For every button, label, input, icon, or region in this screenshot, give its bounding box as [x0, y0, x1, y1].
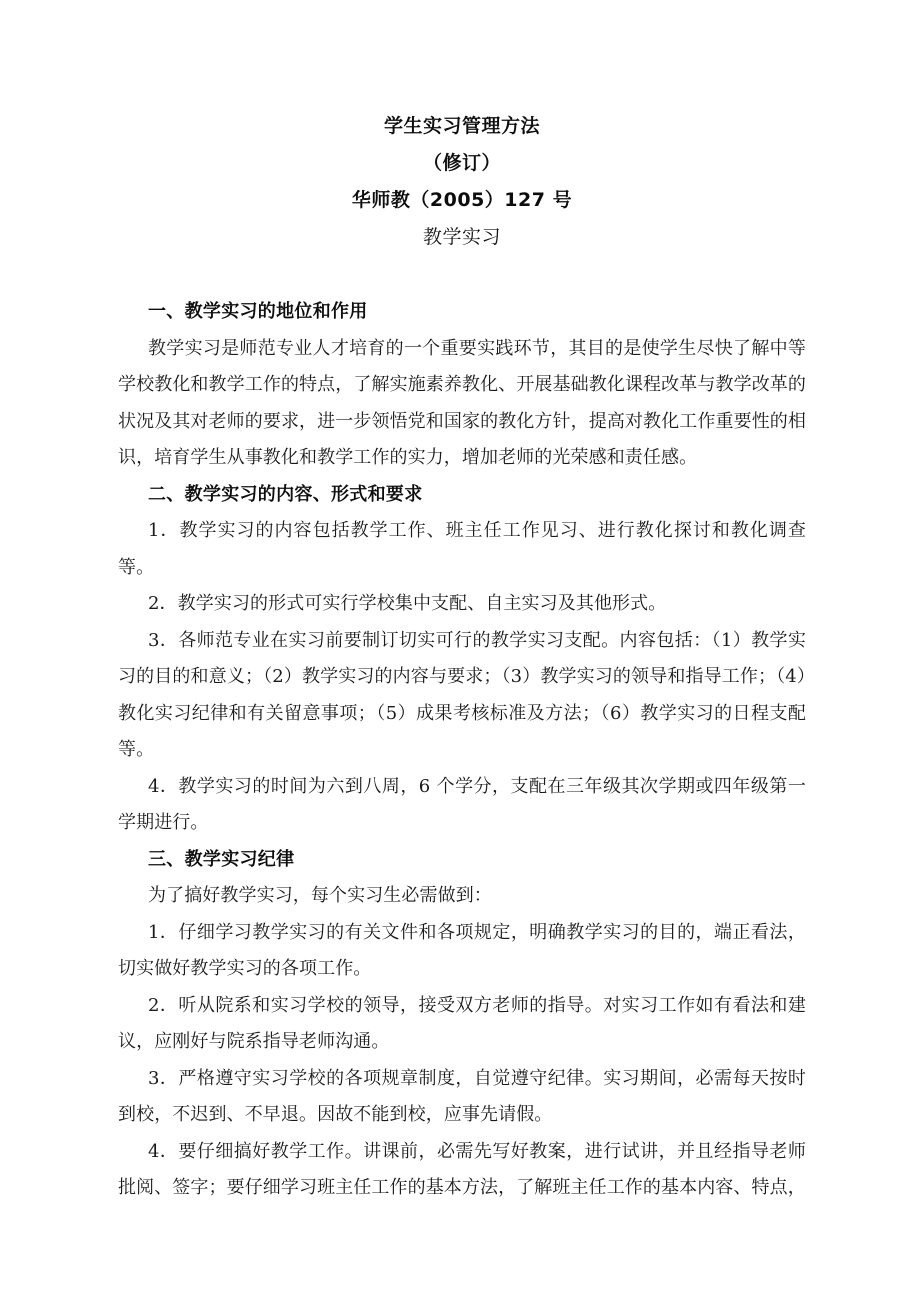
section-2-paragraph-1: 1．教学实习的内容包括教学工作、班主任工作见习、进行教化探讨和教化调查等。 — [118, 520, 806, 578]
section-1-paragraph-1: 教学实习是师范专业人才培育的一个重要实践环节，其目的是使学生尽快了解中等学校教化和教学工作的特点，了解实施素养教化、开展基础教化课程改革与教学改革的状况及其对老师的要求，进一步领悟党和国家的教化方针，提高对教化工作重要性的相识，培育学生从事教化和教学工作的实力，增加老师的光荣感和责任感。 — [118, 337, 806, 468]
section-heading-2: 二、教学实习的内容、形式和要求 — [148, 483, 423, 505]
section-3-paragraph-5: 4．要仔细搞好教学工作。讲课前，必需先写好教案，进行试讲，并且经指导老师批阅、签字；要仔细学习班主任工作的基本方法，了解班主任工作的基本内容、特点， — [118, 1140, 806, 1198]
section-3-paragraph-1: 为了搞好教学实习，每个实习生必需做到： — [148, 885, 492, 906]
document-section-label: 教学实习 — [422, 226, 501, 248]
document-body — [118, 294, 806, 1207]
document-content — [118, 0, 806, 1207]
section-2-paragraph-2: 2．教学实习的形式可实行学校集中支配、自主实习及其他形式。 — [148, 593, 667, 614]
document-number: 华师教（2005）127 号 — [351, 189, 573, 211]
section-heading-3: 三、教学实习纪律 — [148, 848, 295, 870]
document-subtitle: （修订） — [422, 152, 501, 174]
section-2-paragraph-4: 4．教学实习的时间为六到八周，6 个学分，支配在三年级其次学期或四年级第一学期进行。 — [118, 775, 806, 833]
title-block — [118, 0, 806, 256]
document-title: 学生实习管理方法 — [383, 115, 540, 137]
section-2-paragraph-3: 3．各师范专业在实习前要制订切实可行的教学实习支配。内容包括：（1）教学实习的目的和意义；（2）教学实习的内容与要求；（3）教学实习的领导和指导工作；（4）教化实习纪律和有关留意事项；（5）成果考核标准及方法；（6）教学实习的日程支配等。 — [118, 629, 806, 760]
section-heading-1: 一、教学实习的地位和作用 — [148, 301, 368, 322]
section-3-paragraph-4: 3．严格遵守实习学校的各项规章制度，自觉遵守纪律。实习期间，必需每天按时到校，不迟到、不早退。因故不能到校，应事先请假。 — [118, 1067, 806, 1125]
section-3-paragraph-3: 2．听从院系和实习学校的领导，接受双方老师的指导。对实习工作如有看法和建议，应刚好与院系指导老师沟通。 — [118, 994, 806, 1052]
section-3-paragraph-2: 1．仔细学习教学实习的有关文件和各项规定，明确教学实习的目的，端正看法，切实做好教学实习的各项工作。 — [118, 921, 806, 979]
